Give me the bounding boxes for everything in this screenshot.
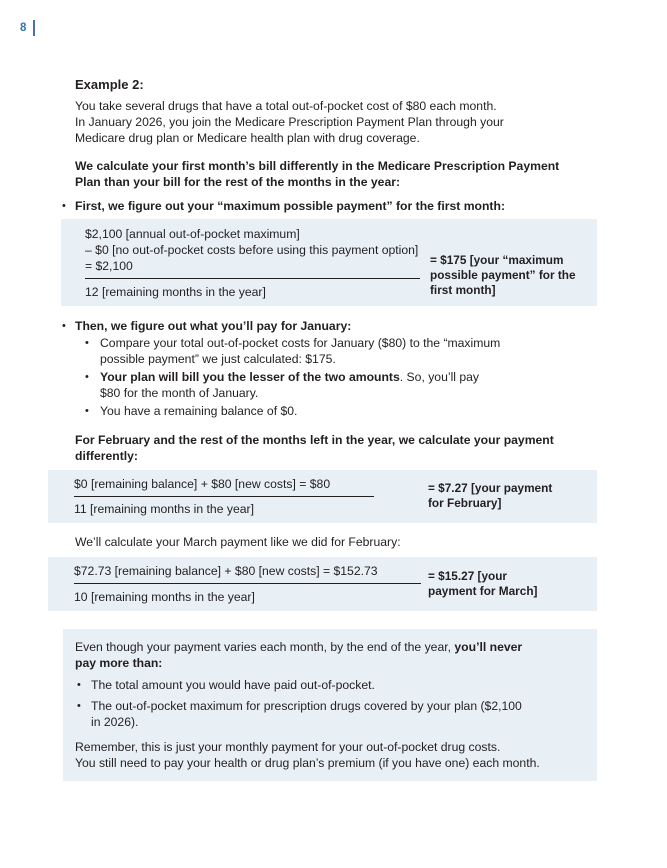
fraction-line [85, 278, 420, 279]
bullet-marker [85, 369, 100, 401]
first-month-bullet [62, 198, 597, 214]
summary-intro: Even though your payment varies each month, by the end of the year, you’ll never pay more than: [75, 639, 523, 670]
january-bullet [62, 318, 597, 334]
summary-bullet-text: The out-of-pocket maximum for prescription drugs covered by your plan ($2,100 in 2026). [91, 698, 522, 729]
sub-bullet-text: You have a remaining balance of $0. [100, 403, 298, 418]
sub-bullet-text: Compare your total out-of-pocket costs for January ($80) to the “maximum possible payment” we just calculated: $175. [100, 335, 501, 366]
reminder-line: Remember, this is just your monthly payment for your out-of-pocket drug costs. [75, 739, 501, 754]
summary-bullet-total-amount [77, 677, 597, 693]
fraction-line [74, 496, 374, 497]
denominator: 11 [remaining months in the year] [74, 502, 254, 516]
sub-bullet-text: Your plan will bill you the lesser of the two amounts. So, you’ll pay $80 for the month of January. [100, 369, 480, 400]
february-heading-line: differently: [75, 448, 138, 463]
summary-bullet-text: The total amount you would have paid out-of-pocket. [91, 677, 375, 692]
reminder-line: You still need to pay your health or drug plan’s premium (if you have one) each month. [75, 755, 540, 770]
numerator-line: = $2,100 [85, 259, 133, 273]
sub-bullet-remaining-balance [85, 403, 597, 419]
intro-paragraph [75, 98, 597, 146]
bullet-marker [77, 698, 91, 730]
page-content [75, 77, 597, 781]
march-intro: We’ll calculate your March payment like we did for February: [75, 535, 401, 549]
first-month-bullet-text: First, we figure out your “maximum possible payment” for the first month: [75, 199, 505, 213]
sub-bullet-lesser-amount [85, 369, 597, 401]
sub-bullet-compare [85, 335, 597, 367]
example-heading: Example 2: [75, 77, 144, 92]
reminder-paragraph [75, 739, 597, 771]
february-heading [75, 432, 597, 464]
summary-box [63, 629, 597, 781]
fraction-line [74, 583, 421, 584]
result-label-first-month: = $175 [your “maximum possible payment” for the first month] [430, 252, 576, 297]
numerator-line: – $0 [no out-of-pocket costs before using this payment option] [85, 243, 419, 257]
bullet-marker [85, 403, 100, 419]
page-number-divider [33, 20, 35, 36]
bullet-marker [85, 335, 100, 367]
result-label-march: = $15.27 [your payment for March] [428, 568, 538, 598]
result-label-february: = $7.27 [your payment for February] [428, 481, 553, 511]
calc-method-heading-line: We calculate your first month’s bill differently in the Medicare Prescription Payment [75, 159, 560, 173]
bullet-marker [77, 677, 91, 693]
january-bullet-text: Then, we figure out what you’ll pay for January: [75, 318, 352, 333]
calc-method-heading-line: Plan than your bill for the rest of the months in the year: [75, 175, 401, 189]
intro-line: Medicare drug plan or Medicare health plan with drug coverage. [75, 131, 420, 145]
intro-line: In January 2026, you join the Medicare Prescription Payment Plan through your [75, 115, 504, 129]
denominator: 12 [remaining months in the year] [85, 284, 266, 299]
calc-method-heading [75, 158, 597, 190]
bullet-marker [62, 198, 75, 214]
calc-box-first-month [61, 219, 597, 306]
page-header [20, 20, 35, 36]
summary-bullet-oop-maximum [77, 698, 597, 730]
intro-line: You take several drugs that have a total out-of-pocket cost of $80 each month. [75, 99, 497, 113]
bullet-marker [62, 318, 75, 334]
calc-box-february [48, 470, 597, 524]
numerator-line: $2,100 [annual out-of-pocket maximum] [85, 227, 300, 241]
page-number: 8 [20, 22, 27, 34]
calc-box-march [48, 557, 597, 611]
denominator: 10 [remaining months in the year] [74, 589, 255, 604]
numerator-line: $0 [remaining balance] + $80 [new costs] = $80 [74, 476, 331, 491]
numerator-line: $72.73 [remaining balance] + $80 [new costs] = $152.73 [74, 564, 378, 578]
february-heading-line: For February and the rest of the months left in the year, we calculate your payment [75, 432, 554, 447]
